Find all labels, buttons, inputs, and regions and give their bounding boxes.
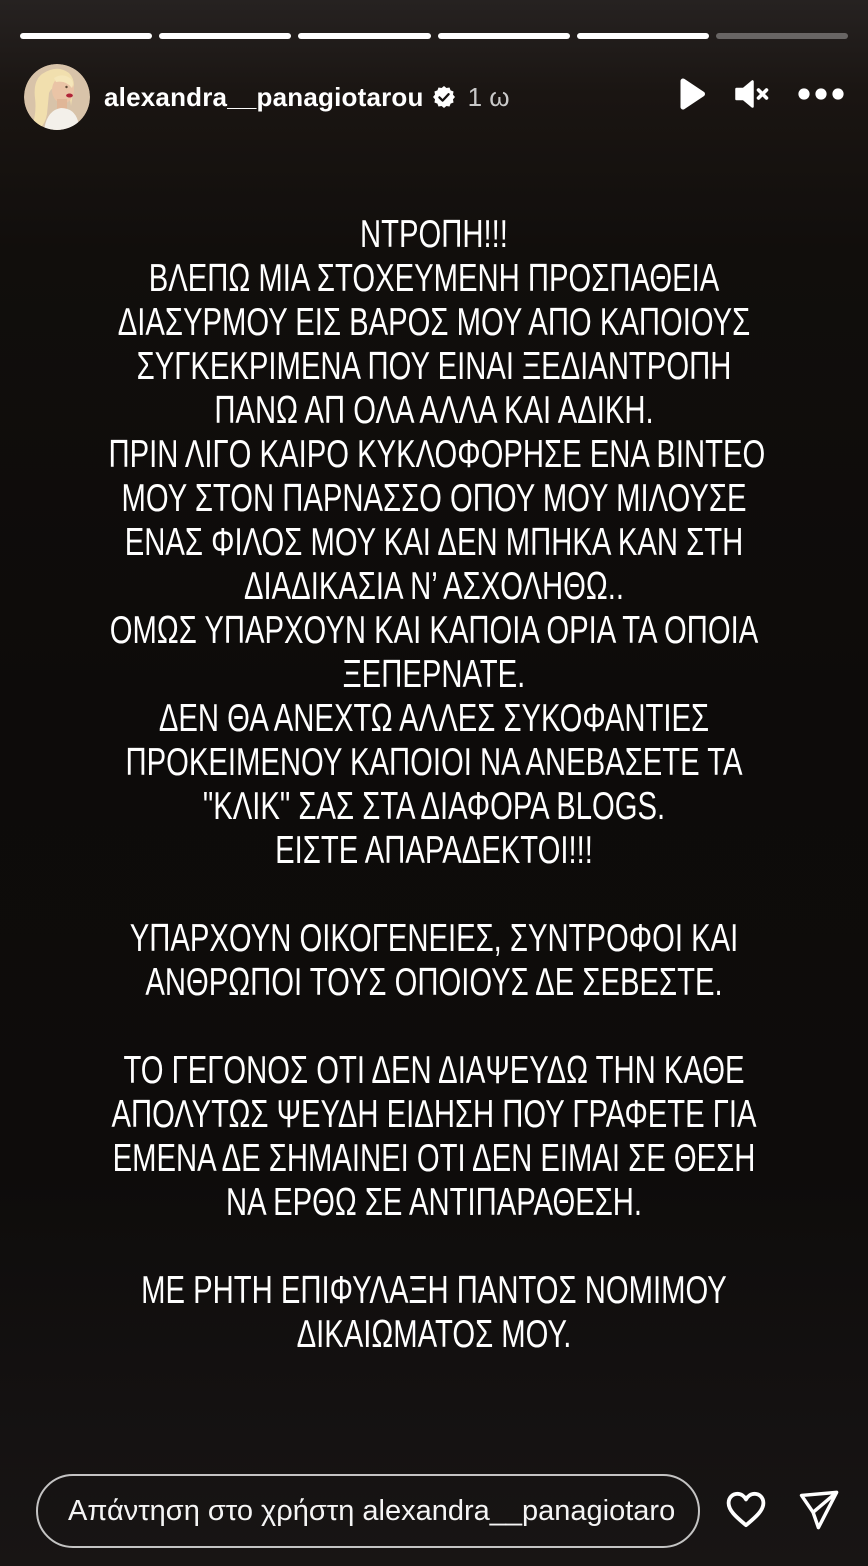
user-block [104,82,510,113]
more-options-button[interactable] [798,88,844,100]
audio-muted-icon [733,77,771,111]
story-text-line: ΕΝΑΣ ΦΙΛΟΣ ΜΟΥ ΚΑΙ ΔΕΝ ΜΠΗΚΑ ΚΑΝ ΣΤΗ [124,521,744,564]
story-text-line: ΟΜΩΣ ΥΠΑΡΧΟΥΝ ΚΑΙ ΚΑΠΟΙΑ ΟΡΙΑ ΤΑ ΟΠΟΙΑ [109,609,759,652]
story-text-line: ΕΙΣΤΕ ΑΠΑΡΑΔΕΚΤΟΙ!!! [275,829,593,872]
username[interactable]: alexandra__panagiotarou [104,81,424,112]
progress-segment [159,33,291,39]
reply-pill [36,1474,700,1548]
mute-button[interactable] [733,77,771,111]
story-text-line [109,1005,760,1049]
story-text-line: ΜΟΥ ΣΤΟΝ ΠΑΡΝΑΣΣΟ ΟΠΟΥ ΜΟΥ ΜΙΛΟΥΣΕ [121,477,747,520]
story-text-line: "ΚΛΙΚ" ΣΑΣ ΣΤΑ ΔΙΑΦΟΡΑ BLOGS. [202,785,666,828]
story-progress-bar [20,33,848,39]
story-text-line: ΤΟ ΓΕΓΟΝΟΣ ΟΤΙ ΔΕΝ ΔΙΑΨΕΥΔΩ ΤΗΝ ΚΑΘΕ [123,1049,745,1092]
play-icon [679,77,706,111]
header-actions [679,77,844,111]
story-text [108,213,766,1357]
story-text-line: ΥΠΑΡΧΟΥΝ ΟΙΚΟΓΕΝΕΙΕΣ, ΣΥΝΤΡΟΦΟΙ ΚΑΙ [129,917,739,960]
verified-badge-icon [432,85,456,109]
story-text-line: ΑΠΟΛΥΤΩΣ ΨΕΥΔΗ ΕΙΔΗΣΗ ΠΟΥ ΓΡΑΦΕΤΕ ΓΙΑ [111,1093,757,1136]
progress-segment [438,33,570,39]
story-text-line: ΔΙΚΑΙΩΜΑΤΟΣ ΜΟΥ. [296,1313,572,1356]
share-button[interactable] [796,1487,842,1533]
story-timestamp: 1 ω [467,81,510,112]
story-text-line: ΔΙΑΣΥΡΜΟΥ ΕΙΣ ΒΑΡΟΣ ΜΟΥ ΑΠΟ ΚΑΠΟΙΟΥΣ [117,301,751,344]
play-button[interactable] [679,77,706,111]
story-header [24,63,844,131]
reply-input[interactable] [38,1476,698,1546]
heart-icon [722,1486,770,1530]
story-text-line: ΞΕΠΕΡΝΑΤΕ. [342,653,526,696]
avatar-image [24,64,90,130]
like-button[interactable] [722,1486,770,1530]
progress-segment [20,33,152,39]
story-text-line: ΣΥΓΚΕΚΡΙΜΕΝΑ ΠΟΥ ΕΙΝΑΙ ΞΕΔΙΑΝΤΡΟΠΗ [136,345,732,388]
story-text-line: ΜΕ ΡΗΤΗ ΕΠΙΦΥΛΑΞΗ ΠΑΝΤΟΣ ΝΟΜΙΜΟΥ [141,1269,727,1312]
story-text-line: ΠΡΟΚΕΙΜΕΝΟΥ ΚΑΠΟΙΟΙ ΝΑ ΑΝΕΒΑΣΕΤΕ ΤΑ [125,741,743,784]
story-text-line: ΔΙΑΔΙΚΑΣΙΑ Ν’ ΑΣΧΟΛΗΘΩ.. [243,565,624,608]
story-text-line: ΝΤΡΟΠΗ!!! [360,213,508,256]
story-text-line: ΒΛΕΠΩ ΜΙΑ ΣΤΟΧΕΥΜΕΝΗ ΠΡΟΣΠΑΘΕΙΑ [148,257,720,300]
reply-bar [0,1446,868,1566]
more-options-icon [798,88,844,100]
story-text-line: ΔΕΝ ΘΑ ΑΝΕΧΤΩ ΑΛΛΕΣ ΣΥΚΟΦΑΝΤΙΕΣ [158,697,710,740]
story-text-line [109,1225,760,1269]
story-text-line: ΕΜΕΝΑ ΔΕ ΣΗΜΑΙΝΕΙ ΟΤΙ ΔΕΝ ΕΙΜΑΙ ΣΕ ΘΕΣΗ [112,1137,756,1180]
progress-segment [716,33,848,39]
story-text-line: ΑΝΘΡΩΠΟΙ ΤΟΥΣ ΟΠΟΙΟΥΣ ΔΕ ΣΕΒΕΣΤΕ. [145,961,723,1004]
progress-segment [298,33,430,39]
story-text-line [109,873,760,917]
direct-share-icon [796,1487,842,1533]
avatar[interactable] [24,64,90,130]
story-text-line: ΠΑΝΩ ΑΠ ΟΛΑ ΑΛΛΑ ΚΑΙ ΑΔΙΚΗ. [214,389,654,432]
story-text-line: ΝΑ ΕΡΘΩ ΣΕ ΑΝΤΙΠΑΡΑΘΕΣΗ. [225,1181,643,1224]
story-text-line: ΠΡΙΝ ΛΙΓΟ ΚΑΙΡΟ ΚΥΚΛΟΦΟΡΗΣΕ ΕΝΑ ΒΙΝΤΕΟ [108,433,766,476]
progress-segment [577,33,709,39]
